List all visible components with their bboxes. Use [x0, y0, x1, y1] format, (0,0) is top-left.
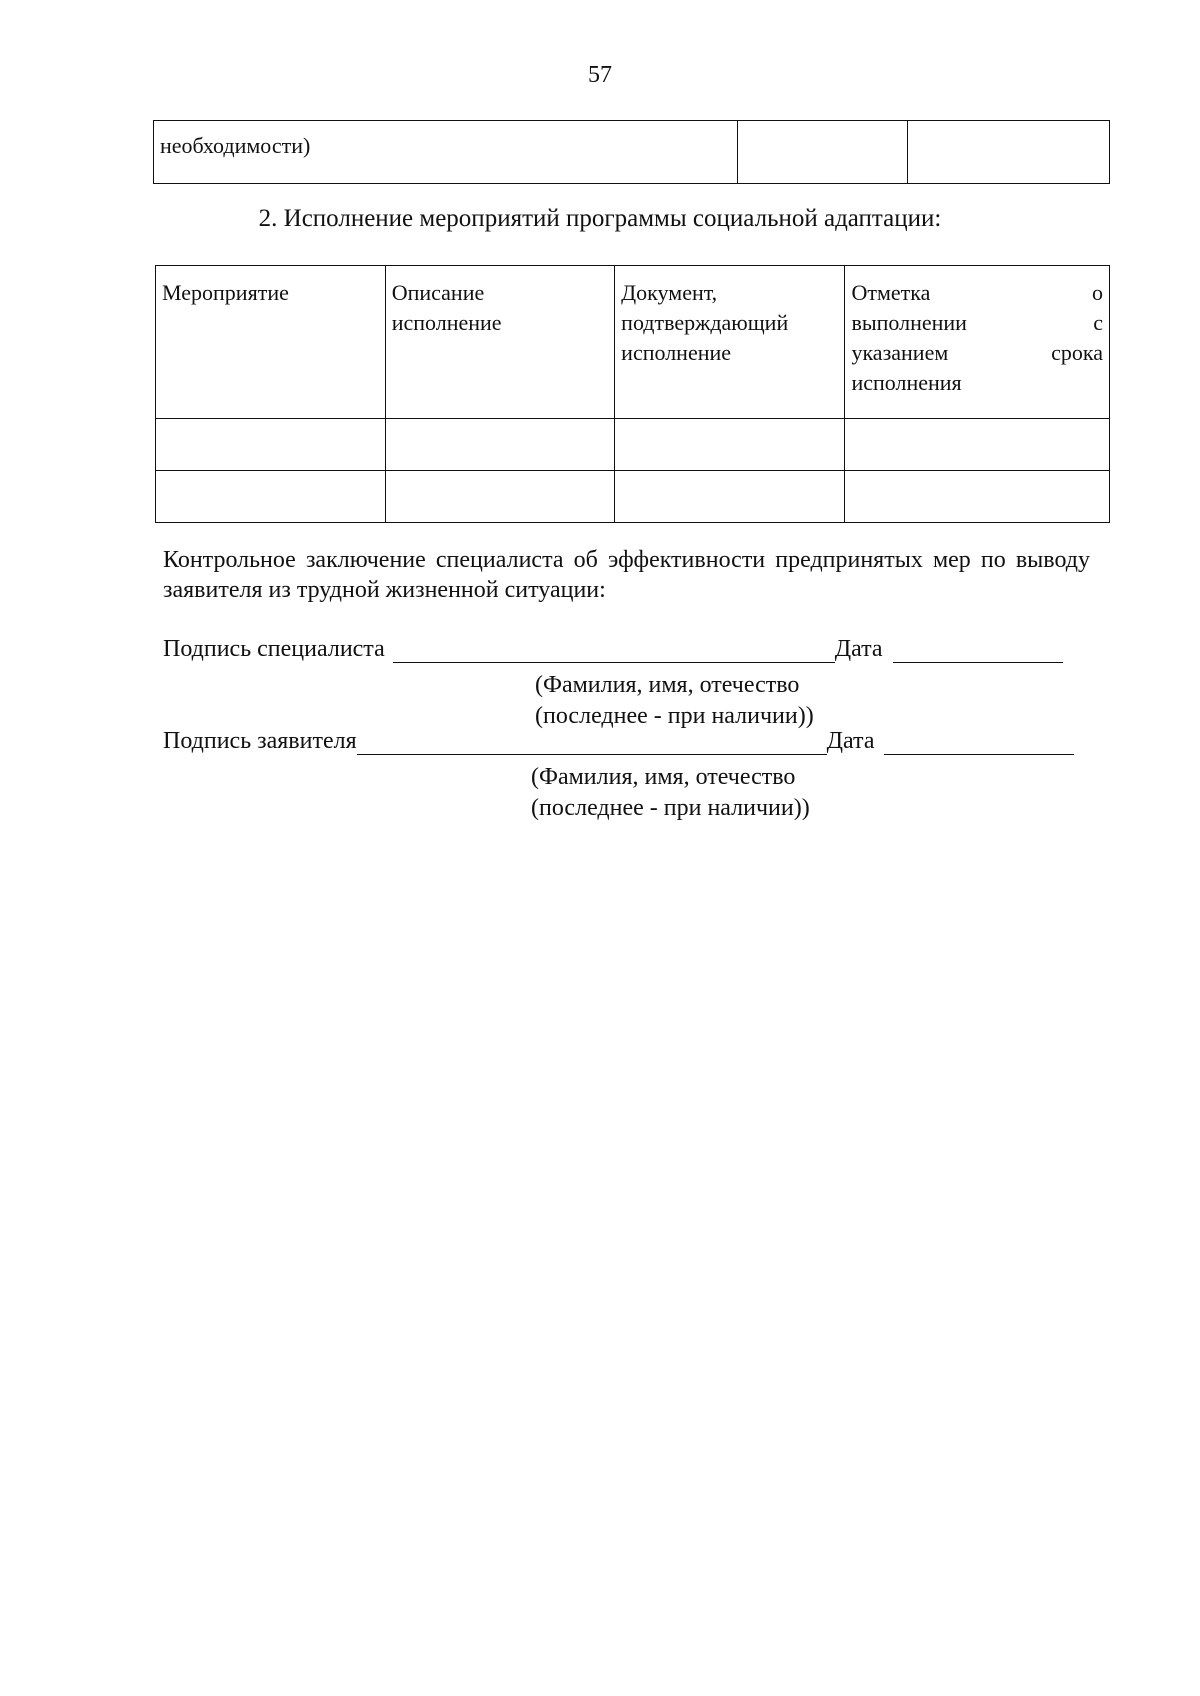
specialist-signature-label: Подпись специалиста [163, 636, 385, 662]
specialist-signature-line [163, 636, 1110, 663]
header-mark-word: указанием [851, 340, 949, 365]
header-mark-line: исполнения [851, 370, 962, 395]
table-cell[interactable] [615, 419, 845, 471]
table-cell[interactable] [615, 471, 845, 523]
header-document-line: Документ, [621, 280, 718, 305]
continuation-table [153, 120, 1110, 184]
specialist-date-field[interactable] [893, 638, 1063, 663]
header-mark-word: Отметка [851, 280, 931, 305]
table-row [156, 419, 1110, 471]
note-line: (последнее - при наличии)) [535, 703, 814, 729]
page-number: 57 [588, 62, 612, 88]
header-completion-mark [845, 266, 1110, 419]
table-cell[interactable] [156, 419, 386, 471]
header-document-line: подтверждающий [621, 310, 789, 335]
header-mark-line [851, 338, 1103, 368]
applicant-date-label: Дата [826, 728, 875, 754]
applicant-name-note [531, 762, 810, 824]
header-description-line: исполнение [391, 310, 502, 335]
header-mark-word: срока [1051, 340, 1103, 365]
header-document-line: исполнение [621, 340, 732, 365]
adaptation-table [155, 265, 1110, 523]
applicant-signature-label: Подпись заявителя [163, 728, 357, 754]
header-mark-line [851, 278, 1103, 308]
header-description [385, 266, 614, 419]
header-document [615, 266, 845, 419]
table-cell[interactable] [845, 471, 1110, 523]
applicant-date-field[interactable] [884, 730, 1074, 755]
applicant-signature-line [163, 728, 1110, 755]
header-mark-line [851, 308, 1103, 338]
note-line: (Фамилия, имя, отечество [531, 764, 796, 790]
header-mark-word: с [1093, 310, 1103, 335]
table-cell[interactable] [845, 419, 1110, 471]
header-event [156, 266, 386, 419]
table-cell[interactable] [156, 471, 386, 523]
table-header-row [156, 266, 1110, 419]
applicant-signature-field[interactable] [357, 730, 827, 755]
header-mark-word: выполнении [851, 310, 967, 335]
empty-cell [737, 121, 907, 184]
specialist-name-note [535, 670, 814, 732]
control-conclusion: Контрольное заключение специалиста об эффективности предпринятых мер по выводу заявителя из трудной жизненной ситуации: [163, 547, 1090, 603]
section-heading: 2. Исполнение мероприятий программы социальной адаптации: [258, 205, 942, 232]
specialist-date-label: Дата [834, 636, 883, 662]
table-cell[interactable] [385, 471, 614, 523]
note-line: (Фамилия, имя, отечество [535, 672, 800, 698]
empty-cell [907, 121, 1109, 184]
header-event-label: Мероприятие [162, 280, 289, 305]
note-line: (последнее - при наличии)) [531, 795, 810, 821]
continuation-cell: необходимости) [154, 121, 738, 184]
table-row [154, 121, 1110, 184]
header-mark-word: о [1092, 280, 1103, 305]
specialist-signature-field[interactable] [393, 638, 835, 663]
header-description-line: Описание [391, 280, 485, 305]
table-cell[interactable] [385, 419, 614, 471]
table-row [156, 471, 1110, 523]
